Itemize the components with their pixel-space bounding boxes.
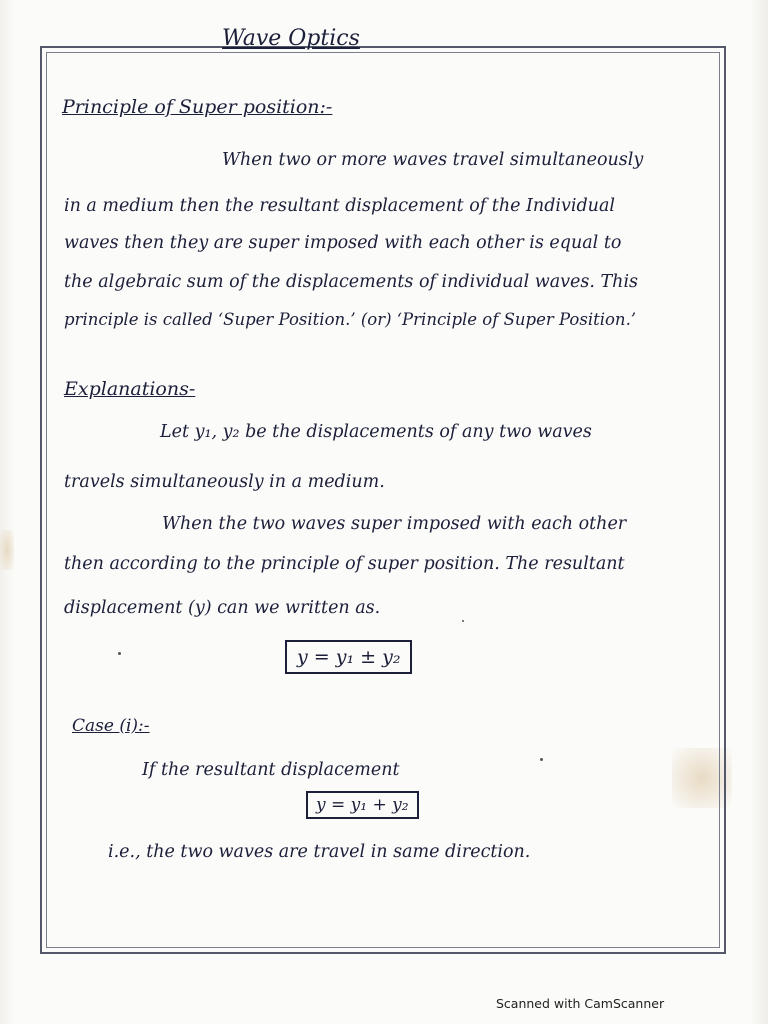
scanner-watermark: Scanned with CamScanner — [496, 996, 665, 1011]
explanation-line: displacement (y) can we written as. — [64, 598, 381, 618]
principle-line: When two or more waves travel simultaneously — [222, 150, 644, 170]
explanation-line: When the two waves super imposed with each other — [162, 514, 627, 534]
case-heading: Case (i):- — [72, 716, 150, 736]
principle-line: in a medium then the resultant displacement of the Individual — [64, 196, 615, 216]
case-conclusion: i.e., the two waves are travel in same direction. — [108, 842, 531, 862]
principle-heading: Principle of Super position:- — [62, 96, 333, 118]
principle-line: the algebraic sum of the displacements of individual waves. This — [64, 272, 639, 292]
page-title: Wave Optics — [222, 26, 360, 51]
case-equation: y = y₁ + y₂ — [306, 791, 419, 819]
explanation-line: Let y₁, y₂ be the displacements of any two waves — [160, 422, 592, 442]
explanation-line: travels simultaneously in a medium. — [64, 472, 385, 492]
paper-speck — [462, 620, 464, 622]
case-line: If the resultant displacement — [142, 760, 400, 780]
paper-speck — [540, 758, 543, 761]
principle-line: waves then they are super imposed with each other is equal to — [64, 233, 622, 253]
paper-stain — [0, 530, 14, 570]
paper-speck — [118, 652, 121, 655]
explanation-line: then according to the principle of super position. The resultant — [64, 554, 625, 574]
explanation-heading: Explanations- — [64, 378, 196, 400]
principle-line: principle is called ‘Super Position.’ (or) ‘Principle of Super Position.’ — [64, 310, 637, 329]
superposition-equation: y = y₁ ± y₂ — [285, 640, 412, 674]
